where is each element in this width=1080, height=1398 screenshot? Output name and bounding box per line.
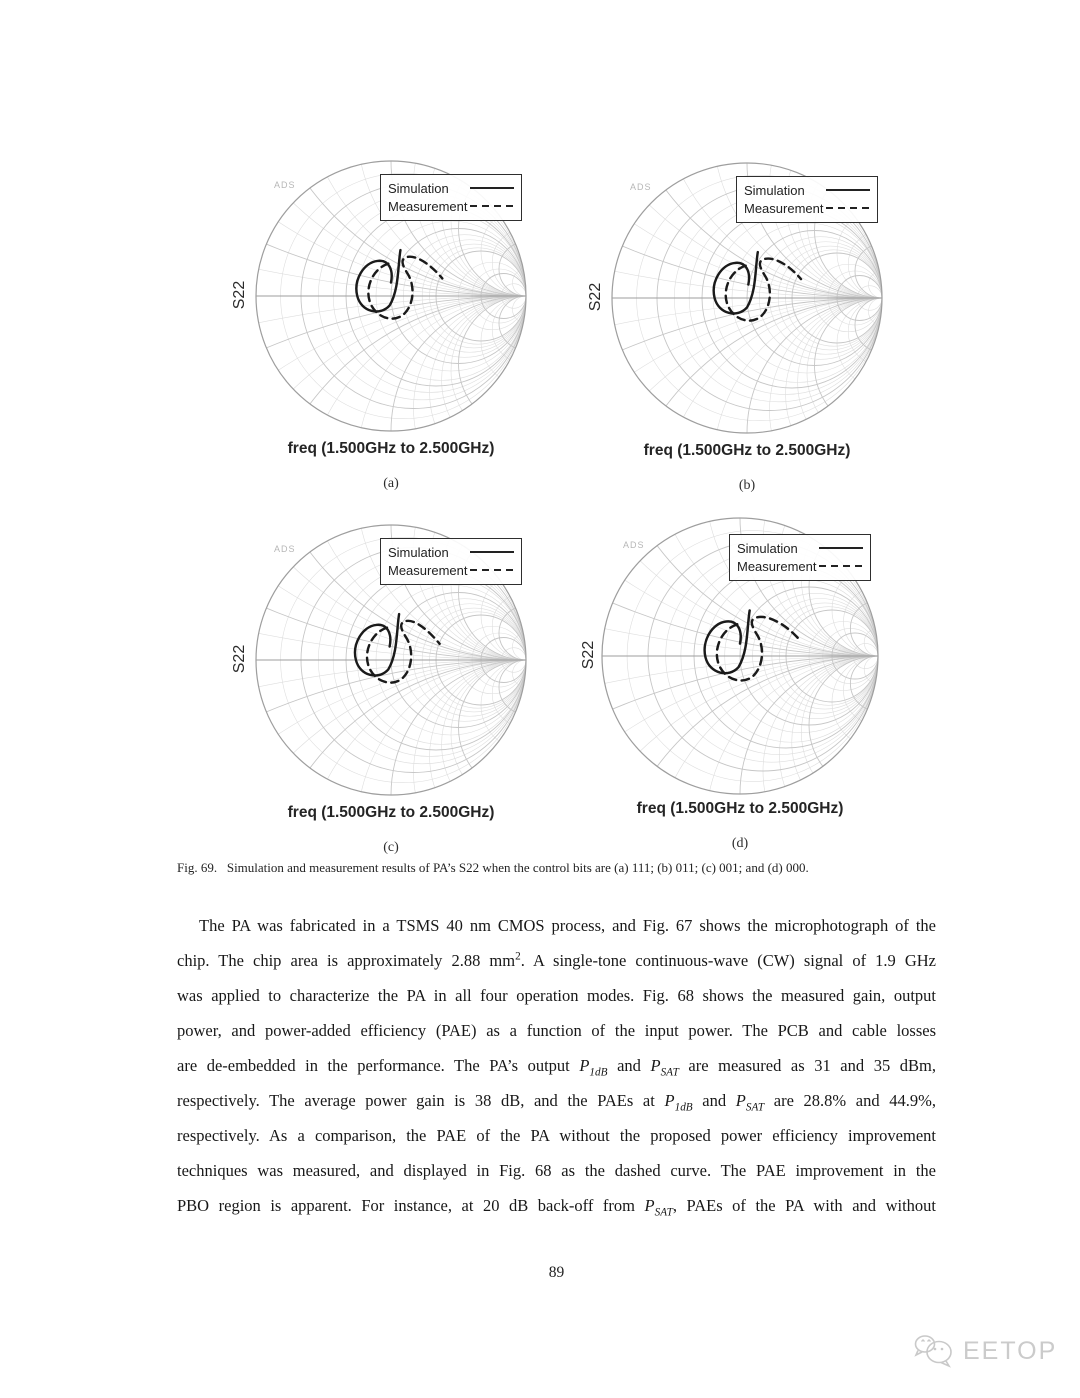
x-axis-label: freq (1.500GHz to 2.500GHz): [287, 440, 495, 457]
solid-line-sample: [819, 547, 863, 549]
body-line: respectively. The average power gain is 38 dB, and the PAEs at $P_{1dB}$ and $P_{SAT}$ are 28.8% and 44.9%,: [177, 1091, 936, 1114]
body-line: PBO region is apparent. For instance, at 20 dB back-off from $P_{SAT}$, PAEs of the PA with and without: [177, 1196, 936, 1219]
body-paragraph: [177, 908, 936, 1223]
dashed-line-sample: [819, 565, 863, 567]
smith-chart-c: [232, 516, 550, 864]
x-axis-label: freq (1.500GHz to 2.500GHz): [636, 800, 844, 817]
body-line: are de-embedded in the performance. The PA’s output $P_{1dB}$ and $P_{SAT}$ are measured as 31 and 35 dBm,: [177, 1056, 936, 1079]
figure-caption: Fig. 69. Simulation and measurement results of PA’s S22 when the control bits are (a) 111; (b) 011; (c) 001; and (d) 000.: [177, 860, 809, 875]
ads-logo-label: ADS: [274, 544, 296, 554]
legend-label-measurement: Measurement: [744, 200, 824, 216]
chat-bubbles-icon: [912, 1332, 958, 1370]
legend-row-simulation: [388, 543, 514, 561]
legend: [380, 538, 522, 585]
legend-row-measurement: [388, 197, 514, 215]
legend-row-simulation: [744, 181, 870, 199]
body-line: chip. The chip area is approximately 2.88 $mm^2$. A single-tone continuous-wave (CW) signal of 1.9 GHz: [177, 950, 936, 970]
legend-row-measurement: [737, 557, 863, 575]
ads-logo-label: ADS: [274, 180, 296, 190]
x-axis-label: freq (1.500GHz to 2.500GHz): [287, 804, 495, 821]
subfigure-label-c: (c): [383, 840, 399, 855]
subfigure-label-a: (a): [383, 476, 399, 491]
legend: [729, 534, 871, 581]
subfigure-label-b: (b): [738, 478, 756, 493]
legend-label-simulation: Simulation: [388, 544, 449, 560]
smith-chart-a: [232, 152, 550, 500]
body-line: The PA was fabricated in a TSMS 40 nm CMOS process, and Fig. 67 shows the microphotograph of the: [199, 916, 936, 935]
dashed-line-sample: [470, 569, 514, 571]
legend-label-simulation: Simulation: [744, 182, 805, 198]
x-axis-label: freq (1.500GHz to 2.500GHz): [643, 442, 851, 459]
watermark: [912, 1332, 1057, 1370]
smith-chart-b: [588, 154, 906, 502]
legend-label-measurement: Measurement: [388, 562, 468, 578]
legend-label-measurement: Measurement: [388, 198, 468, 214]
solid-line-sample: [470, 187, 514, 189]
legend-row-measurement: [744, 199, 870, 217]
legend-label-simulation: Simulation: [388, 180, 449, 196]
legend-row-measurement: [388, 561, 514, 579]
solid-line-sample: [470, 551, 514, 553]
solid-line-sample: [826, 189, 870, 191]
legend-label-measurement: Measurement: [737, 558, 817, 574]
legend: [380, 174, 522, 221]
body-line: power, and power-added efficiency (PAE) as a function of the input power. The PCB and cable losses: [177, 1021, 936, 1040]
subfigure-label-d: (d): [731, 836, 749, 851]
y-axis-label: S22: [580, 640, 597, 670]
legend: [736, 176, 878, 223]
body-line: respectively. As a comparison, the PAE of the PA without the proposed power efficiency improvement: [177, 1126, 936, 1145]
dashed-line-sample: [826, 207, 870, 209]
legend-row-simulation: [737, 539, 863, 557]
body-line: techniques was measured, and displayed in Fig. 68 as the dashed curve. The PAE improvement in the: [177, 1161, 936, 1180]
y-axis-label: S22: [231, 280, 248, 310]
page-number: 89: [548, 1264, 565, 1281]
body-line: was applied to characterize the PA in all four operation modes. Fig. 68 shows the measured gain, output: [177, 986, 936, 1005]
legend-label-simulation: Simulation: [737, 540, 798, 556]
ads-logo-label: ADS: [623, 540, 645, 550]
dashed-line-sample: [470, 205, 514, 207]
y-axis-label: S22: [587, 282, 604, 312]
y-axis-label: S22: [231, 644, 248, 674]
watermark-text: EETOP: [963, 1336, 1058, 1365]
smith-chart-d: [581, 512, 899, 860]
legend-row-simulation: [388, 179, 514, 197]
ads-logo-label: ADS: [630, 182, 652, 192]
